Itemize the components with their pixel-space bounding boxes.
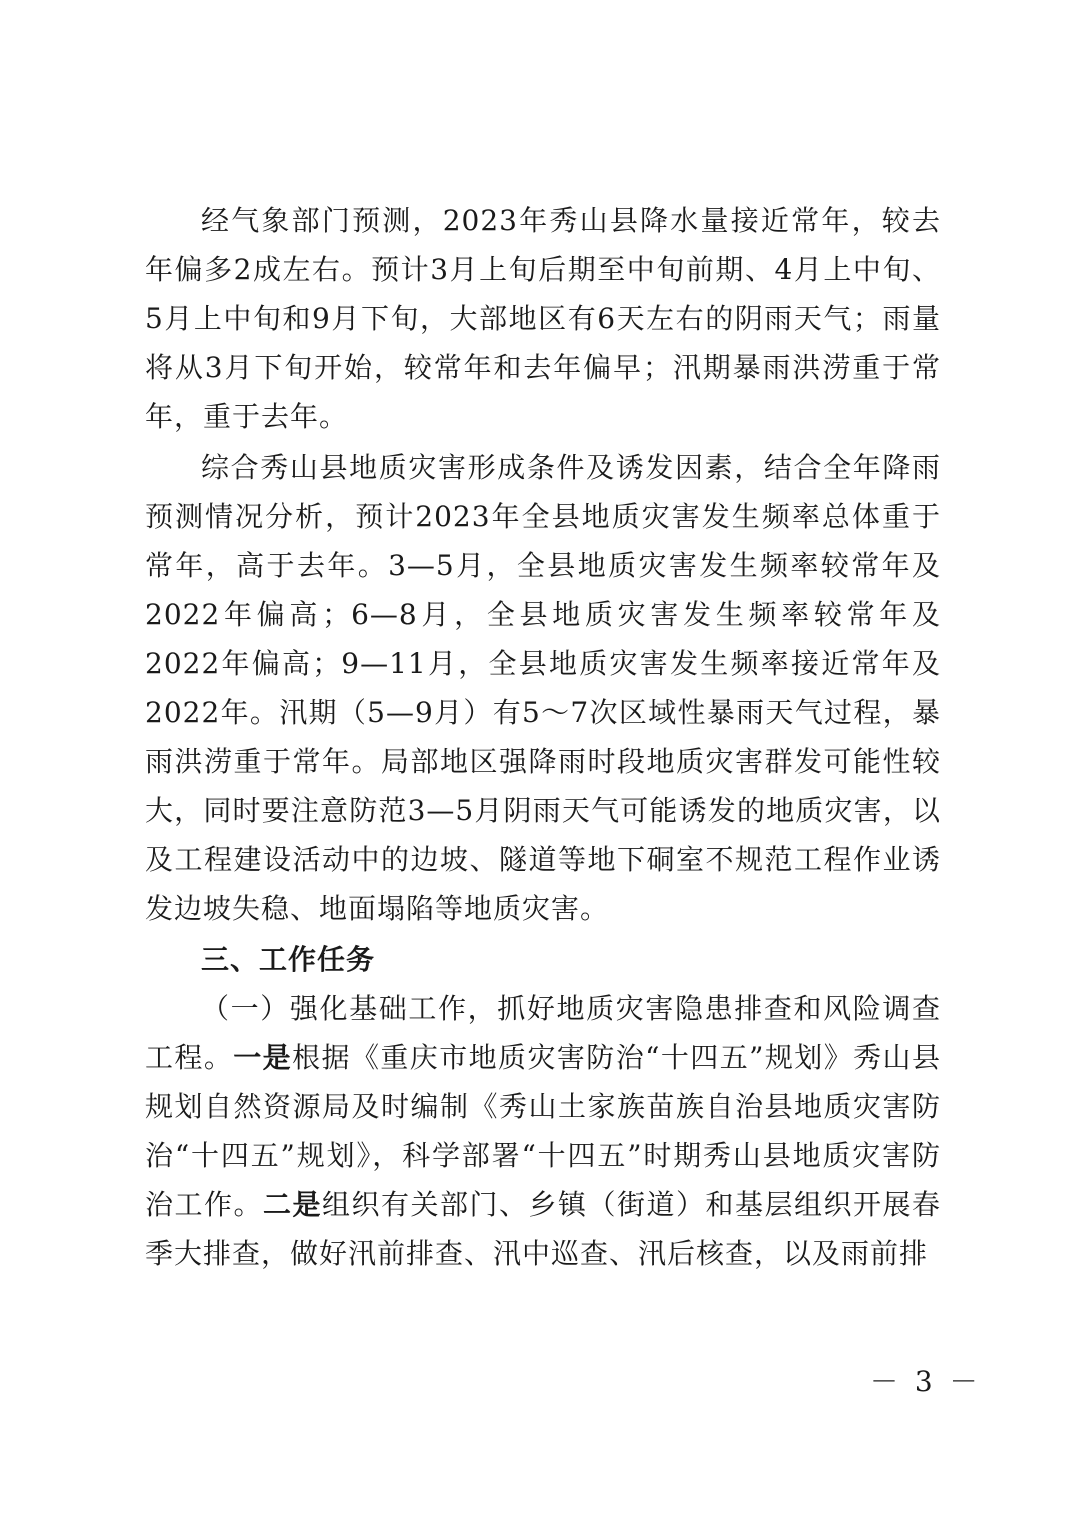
- task-text-first: 根据《重庆市地质灾害防治“十四五”规划》秀山县规划自然资源局及时编制《秀山土家族苗族自治县地质灾害防治“十四五”规划》，科学部署“十四五”时期秀山县地质灾害防治工作。: [145, 1041, 941, 1221]
- task-marker-first: 一是: [233, 1041, 293, 1074]
- forecast-paragraph: 经气象部门预测，2023年秀山县降水量接近常年，较去年偏多2成左右。预计3月上旬后期至中旬前期、4月上中旬、5月上中旬和9月下旬，大部地区有6天左右的阴雨天气；雨量将从3月下旬开始，较常年和去年偏早；汛期暴雨洪涝重于常年，重于去年。: [145, 204, 941, 433]
- task-paragraph: [145, 984, 941, 1278]
- page-number: － 3 －: [870, 1365, 982, 1398]
- document-body: [145, 196, 941, 1278]
- section-heading: 三、工作任务: [201, 943, 376, 976]
- analysis-paragraph: 综合秀山县地质灾害形成条件及诱发因素，结合全年降雨预测情况分析，预计2023年全县地质灾害发生频率总体重于常年，高于去年。3—5月，全县地质灾害发生频率较常年及2022年偏高；6—8月，全县地质灾害发生频率较常年及2022年偏高；9—11月，全县地质灾害发生频率接近常年及2022年。汛期（5—9月）有5～7次区域性暴雨天气过程，暴雨洪涝重于常年。局部地区强降雨时段地质灾害群发可能性较大，同时要注意防范3—5月阴雨天气可能诱发的地质灾害，以及工程建设活动中的边坡、隧道等地下硐室不规范工程作业诱发边坡失稳、地面塌陷等地质灾害。: [145, 451, 941, 925]
- task-text-second: 组织有关部门、乡镇（街道）和基层组织开展春季大排查，做好汛前排查、汛中巡查、汛后核查，以及雨前排: [145, 1188, 941, 1270]
- task-lead: （一）强化基础工作，抓好地质灾害隐患排查和风险调查工程。: [145, 992, 941, 1074]
- task-marker-second: 二是: [263, 1188, 322, 1221]
